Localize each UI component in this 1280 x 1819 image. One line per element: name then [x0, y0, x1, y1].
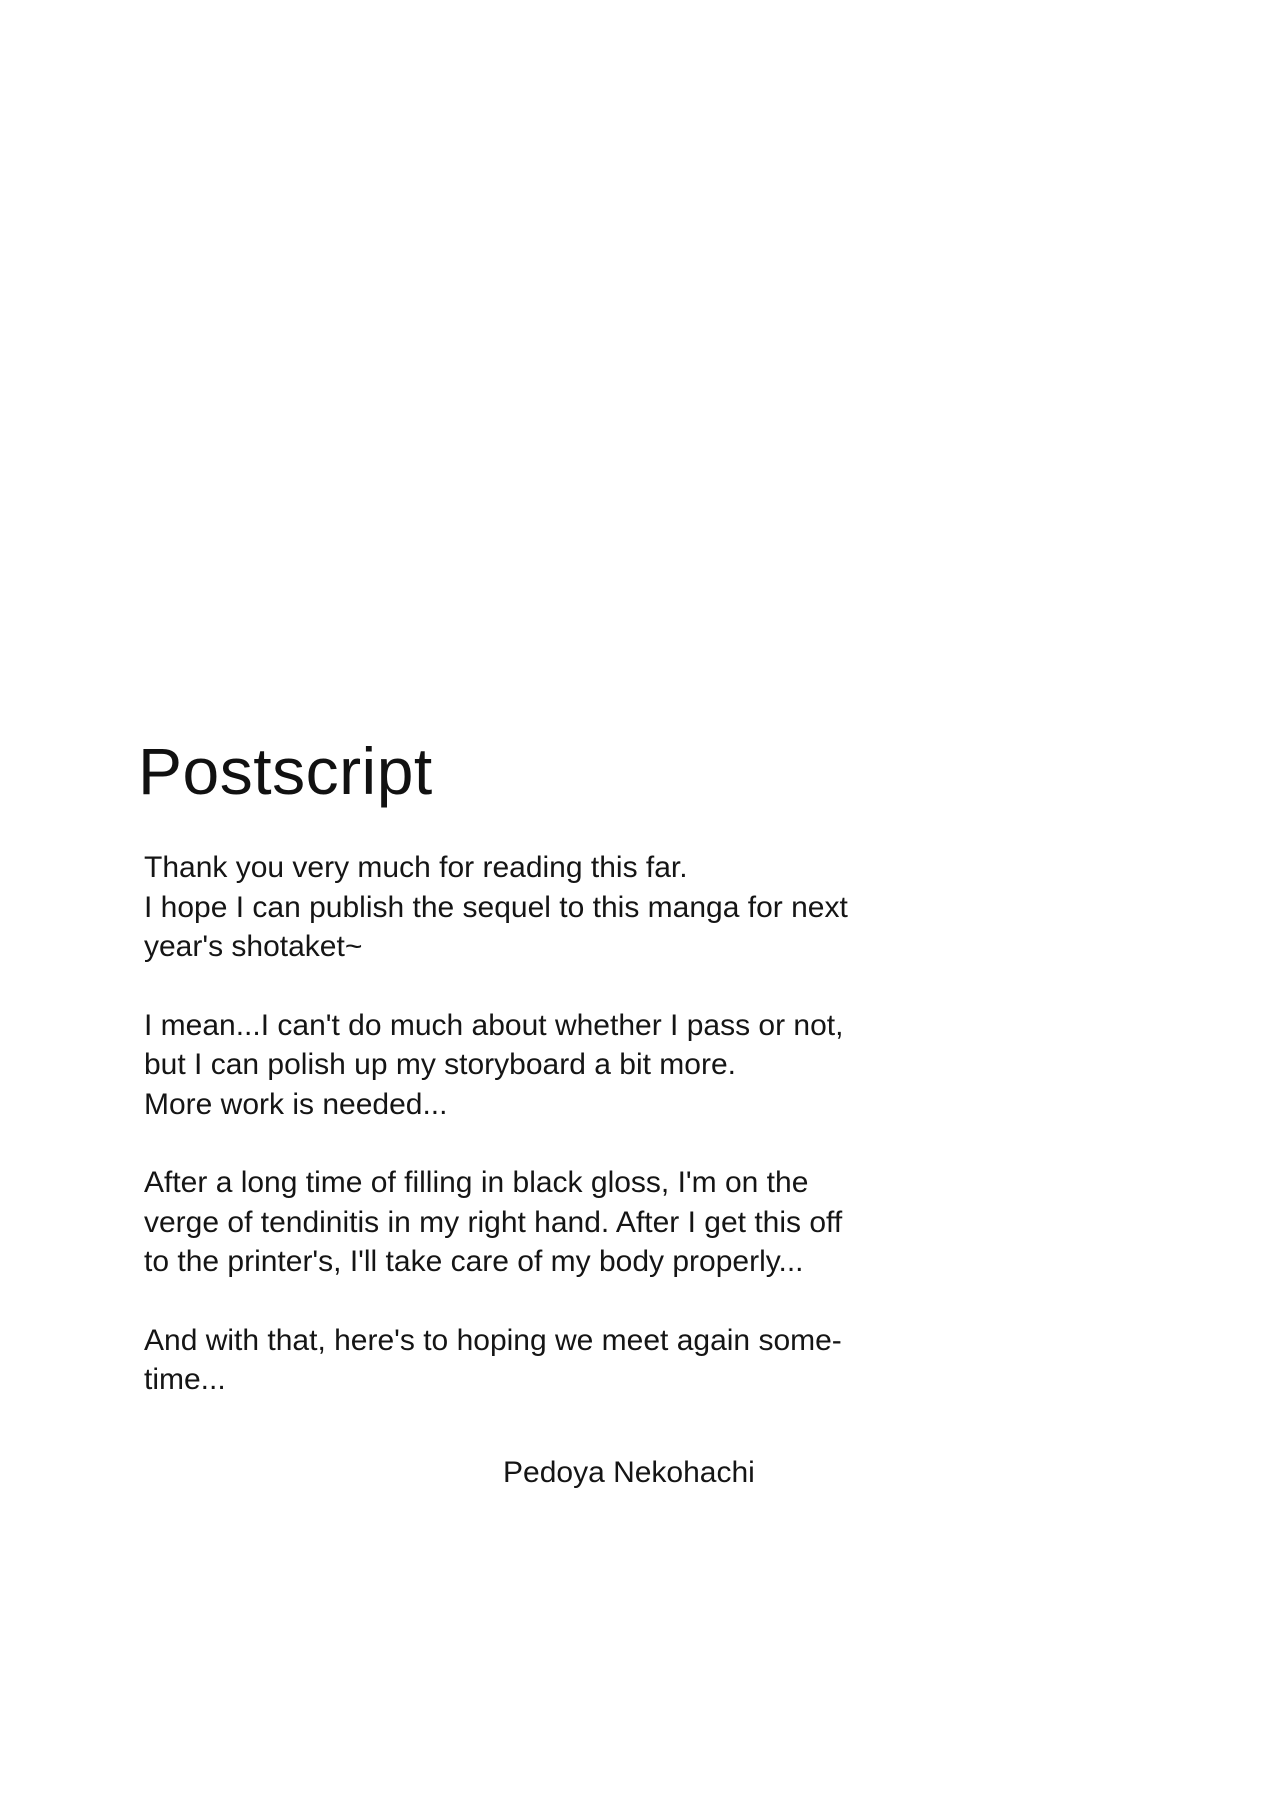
text-line: More work is needed...: [144, 1087, 448, 1121]
text-line: year's shotaket~: [144, 930, 363, 963]
text-line: And with that, here's to hoping we meet again some-: [144, 1323, 842, 1357]
paragraph-farewell: [144, 1321, 944, 1400]
text-line: Thank you very much for reading this far.: [144, 851, 688, 884]
text-line: verge of tendinitis in my right hand. After I get this off: [144, 1205, 843, 1239]
paragraph-tendinitis: [144, 1163, 944, 1282]
paragraph-thanks: [144, 848, 944, 967]
text-line: I hope I can publish the sequel to this manga for next: [144, 890, 848, 924]
text-line: I mean...I can't do much about whether I pass or not,: [144, 1008, 844, 1042]
text-line: but I can polish up my storyboard a bit more.: [144, 1048, 736, 1081]
text-line: to the printer's, I'll take care of my body properly...: [144, 1245, 804, 1278]
text-line: time...: [144, 1363, 226, 1396]
postscript-body: [144, 848, 944, 1439]
page-title: Postscript: [138, 734, 433, 808]
text-line: After a long time of filling in black gloss, I'm on the: [144, 1166, 809, 1199]
author-signature: Pedoya Nekohachi: [503, 1456, 755, 1489]
paragraph-storyboard: [144, 1006, 944, 1125]
